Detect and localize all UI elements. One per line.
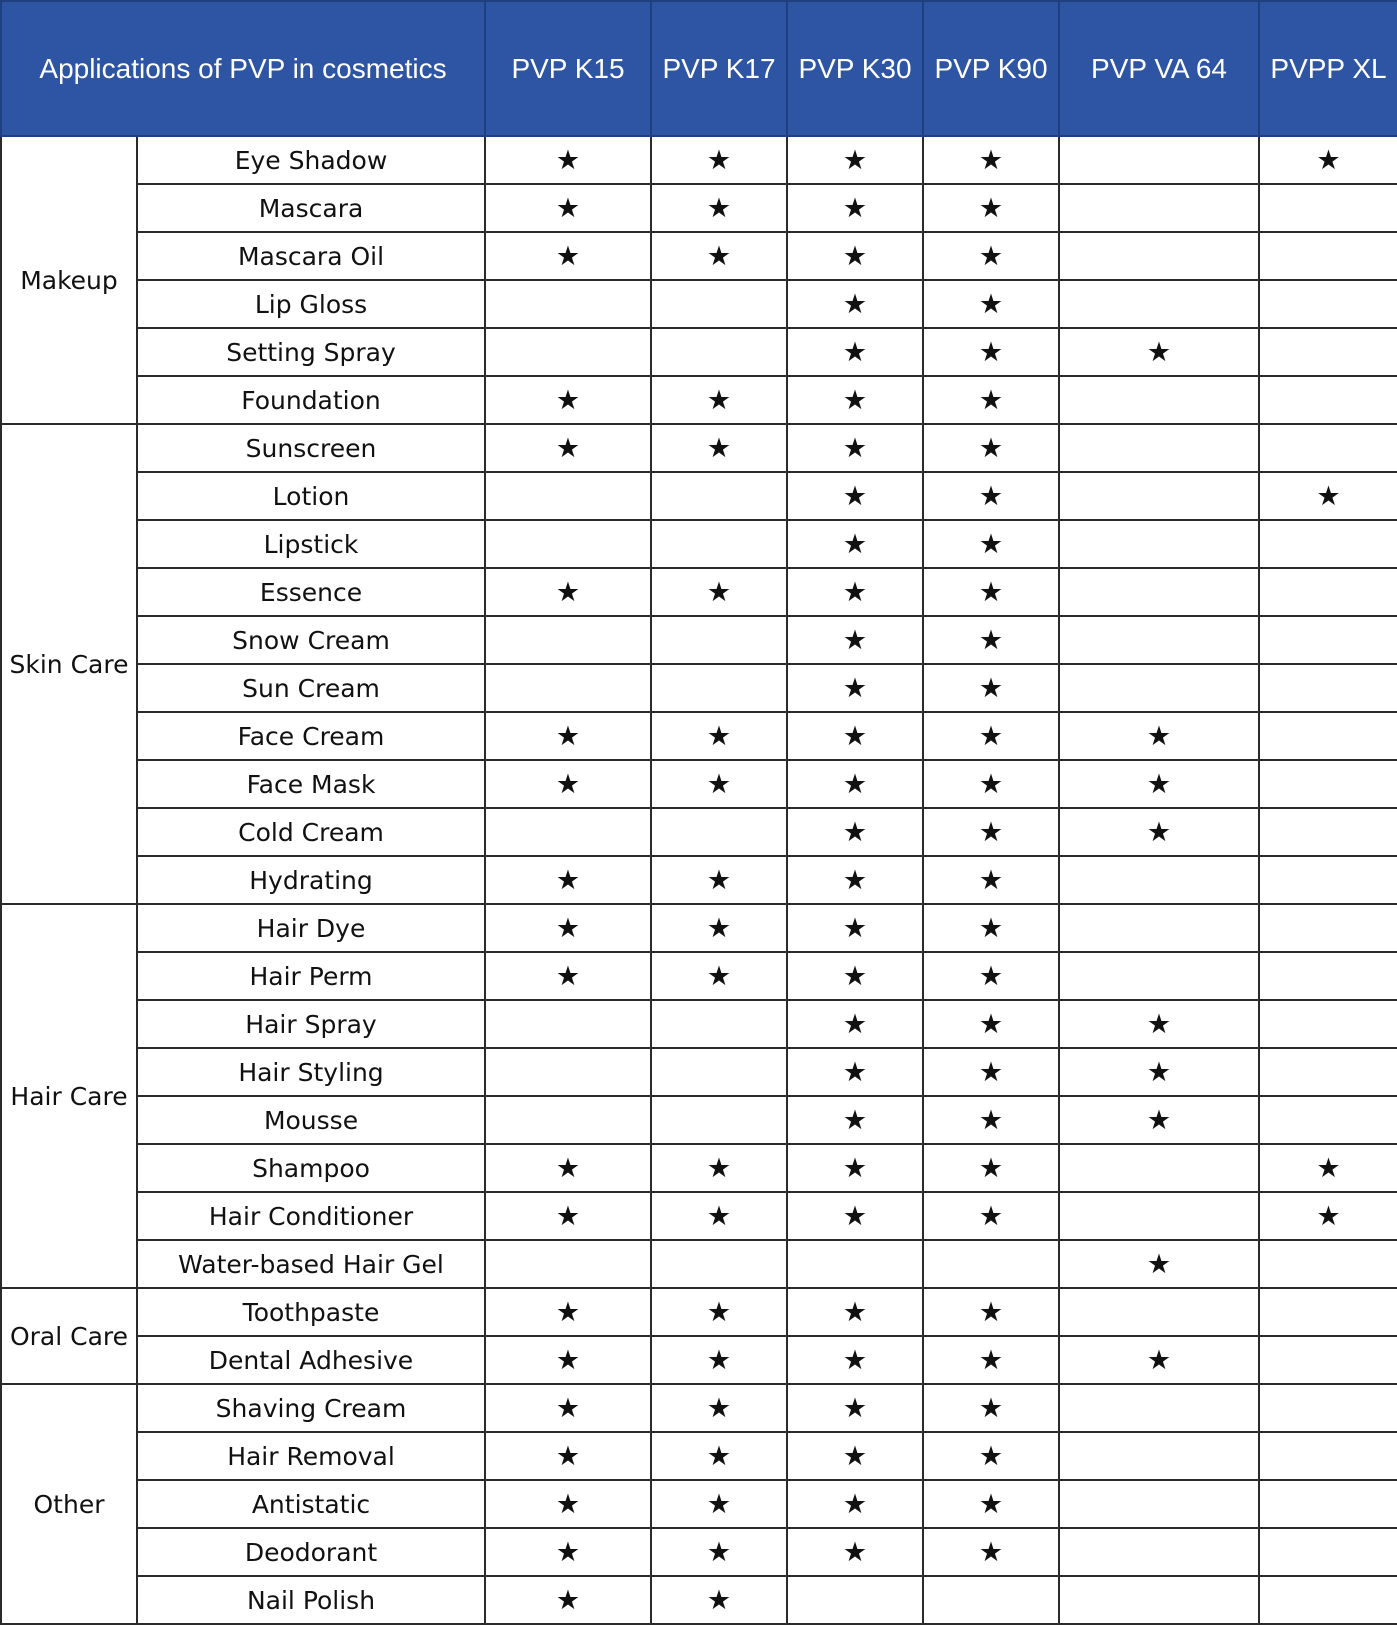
application-cell: Deodorant — [137, 1528, 485, 1576]
star-icon: ★ — [1259, 1192, 1397, 1240]
empty-mark-cell — [485, 472, 651, 520]
star-icon: ★ — [923, 184, 1059, 232]
application-cell: Essence — [137, 568, 485, 616]
star-icon: ★ — [787, 184, 923, 232]
application-cell: Face Mask — [137, 760, 485, 808]
empty-mark-cell — [1059, 1576, 1259, 1624]
star-icon: ★ — [485, 568, 651, 616]
application-cell: Toothpaste — [137, 1288, 485, 1336]
star-icon: ★ — [787, 232, 923, 280]
application-cell: Cold Cream — [137, 808, 485, 856]
column-header-pvpp-xl: PVPP XL — [1259, 1, 1397, 136]
star-icon: ★ — [787, 1480, 923, 1528]
column-header-pvp-k90: PVP K90 — [923, 1, 1059, 136]
star-icon: ★ — [1259, 472, 1397, 520]
star-icon: ★ — [923, 952, 1059, 1000]
empty-mark-cell — [1259, 1096, 1397, 1144]
table-row — [1, 424, 1397, 472]
empty-mark-cell — [1259, 1432, 1397, 1480]
star-icon: ★ — [923, 1384, 1059, 1432]
star-icon: ★ — [923, 808, 1059, 856]
star-icon: ★ — [923, 1336, 1059, 1384]
star-icon: ★ — [1059, 712, 1259, 760]
empty-mark-cell — [1059, 184, 1259, 232]
application-cell: Antistatic — [137, 1480, 485, 1528]
application-cell: Hair Styling — [137, 1048, 485, 1096]
star-icon: ★ — [787, 1336, 923, 1384]
empty-mark-cell — [1059, 1144, 1259, 1192]
star-icon: ★ — [485, 1192, 651, 1240]
star-icon: ★ — [651, 856, 787, 904]
star-icon: ★ — [787, 1096, 923, 1144]
table-row — [1, 376, 1397, 424]
star-icon: ★ — [1059, 808, 1259, 856]
star-icon: ★ — [923, 280, 1059, 328]
star-icon: ★ — [787, 472, 923, 520]
star-icon: ★ — [923, 424, 1059, 472]
table-row — [1, 1192, 1397, 1240]
star-icon: ★ — [651, 424, 787, 472]
star-icon: ★ — [923, 616, 1059, 664]
star-icon: ★ — [651, 376, 787, 424]
empty-mark-cell — [1059, 1432, 1259, 1480]
star-icon: ★ — [1259, 1144, 1397, 1192]
empty-mark-cell — [1059, 376, 1259, 424]
star-icon: ★ — [1059, 1096, 1259, 1144]
empty-mark-cell — [923, 1240, 1059, 1288]
empty-mark-cell — [1059, 520, 1259, 568]
star-icon: ★ — [651, 904, 787, 952]
star-icon: ★ — [485, 1480, 651, 1528]
star-icon: ★ — [923, 712, 1059, 760]
empty-mark-cell — [651, 1240, 787, 1288]
table-row — [1, 856, 1397, 904]
star-icon: ★ — [1059, 1240, 1259, 1288]
empty-mark-cell — [1059, 856, 1259, 904]
star-icon: ★ — [923, 1048, 1059, 1096]
star-icon: ★ — [1059, 1336, 1259, 1384]
empty-mark-cell — [1259, 856, 1397, 904]
table-row — [1, 904, 1397, 952]
empty-mark-cell — [651, 280, 787, 328]
empty-mark-cell — [485, 1048, 651, 1096]
star-icon: ★ — [651, 568, 787, 616]
empty-mark-cell — [1059, 1192, 1259, 1240]
star-icon: ★ — [787, 952, 923, 1000]
empty-mark-cell — [1259, 376, 1397, 424]
empty-mark-cell — [1059, 472, 1259, 520]
table-row — [1, 1528, 1397, 1576]
star-icon: ★ — [651, 1480, 787, 1528]
application-cell: Hair Spray — [137, 1000, 485, 1048]
star-icon: ★ — [923, 1528, 1059, 1576]
application-cell: Snow Cream — [137, 616, 485, 664]
empty-mark-cell — [651, 328, 787, 376]
empty-mark-cell — [1259, 568, 1397, 616]
star-icon: ★ — [787, 328, 923, 376]
empty-mark-cell — [651, 1096, 787, 1144]
empty-mark-cell — [1259, 952, 1397, 1000]
star-icon: ★ — [651, 952, 787, 1000]
empty-mark-cell — [1259, 280, 1397, 328]
category-cell: Skin Care — [1, 424, 137, 904]
star-icon: ★ — [485, 1144, 651, 1192]
empty-mark-cell — [651, 616, 787, 664]
star-icon: ★ — [651, 1288, 787, 1336]
table-row — [1, 1480, 1397, 1528]
empty-mark-cell — [1259, 1576, 1397, 1624]
star-icon: ★ — [787, 1048, 923, 1096]
application-cell: Mascara Oil — [137, 232, 485, 280]
table-row — [1, 184, 1397, 232]
empty-mark-cell — [1259, 328, 1397, 376]
star-icon: ★ — [787, 520, 923, 568]
empty-mark-cell — [1059, 1288, 1259, 1336]
star-icon: ★ — [485, 1432, 651, 1480]
star-icon: ★ — [787, 280, 923, 328]
star-icon: ★ — [787, 424, 923, 472]
star-icon: ★ — [485, 1384, 651, 1432]
star-icon: ★ — [787, 760, 923, 808]
table-row — [1, 520, 1397, 568]
application-cell: Mousse — [137, 1096, 485, 1144]
star-icon: ★ — [787, 1192, 923, 1240]
star-icon: ★ — [651, 1432, 787, 1480]
application-cell: Setting Spray — [137, 328, 485, 376]
star-icon: ★ — [485, 904, 651, 952]
empty-mark-cell — [1259, 760, 1397, 808]
empty-mark-cell — [651, 1048, 787, 1096]
empty-mark-cell — [1259, 1000, 1397, 1048]
application-cell: Hair Perm — [137, 952, 485, 1000]
star-icon: ★ — [651, 1192, 787, 1240]
empty-mark-cell — [1059, 952, 1259, 1000]
empty-mark-cell — [1059, 904, 1259, 952]
table-row — [1, 952, 1397, 1000]
star-icon: ★ — [787, 136, 923, 184]
table-row — [1, 1048, 1397, 1096]
star-icon: ★ — [651, 232, 787, 280]
table-row — [1, 760, 1397, 808]
star-icon: ★ — [485, 712, 651, 760]
column-header-pvp-k17: PVP K17 — [651, 1, 787, 136]
application-cell: Dental Adhesive — [137, 1336, 485, 1384]
application-cell: Sunscreen — [137, 424, 485, 472]
table-row — [1, 808, 1397, 856]
star-icon: ★ — [923, 1144, 1059, 1192]
star-icon: ★ — [485, 184, 651, 232]
column-header-pvp-k30: PVP K30 — [787, 1, 923, 136]
application-cell: Face Cream — [137, 712, 485, 760]
star-icon: ★ — [485, 1288, 651, 1336]
star-icon: ★ — [485, 136, 651, 184]
star-icon: ★ — [787, 1384, 923, 1432]
table-row — [1, 1432, 1397, 1480]
table-row — [1, 1000, 1397, 1048]
empty-mark-cell — [485, 1240, 651, 1288]
star-icon: ★ — [787, 1288, 923, 1336]
star-icon: ★ — [923, 1288, 1059, 1336]
table-row — [1, 568, 1397, 616]
star-icon: ★ — [787, 808, 923, 856]
star-icon: ★ — [787, 1528, 923, 1576]
empty-mark-cell — [1259, 232, 1397, 280]
empty-mark-cell — [787, 1240, 923, 1288]
application-cell: Shampoo — [137, 1144, 485, 1192]
application-cell: Eye Shadow — [137, 136, 485, 184]
application-cell: Hair Removal — [137, 1432, 485, 1480]
table-row — [1, 712, 1397, 760]
star-icon: ★ — [923, 472, 1059, 520]
table-row — [1, 1240, 1397, 1288]
star-icon: ★ — [651, 1528, 787, 1576]
star-icon: ★ — [485, 376, 651, 424]
star-icon: ★ — [923, 520, 1059, 568]
empty-mark-cell — [1259, 616, 1397, 664]
star-icon: ★ — [651, 136, 787, 184]
table-row — [1, 472, 1397, 520]
empty-mark-cell — [651, 520, 787, 568]
star-icon: ★ — [651, 1384, 787, 1432]
star-icon: ★ — [787, 904, 923, 952]
header-row — [1, 1, 1397, 136]
empty-mark-cell — [1259, 1288, 1397, 1336]
empty-mark-cell — [485, 520, 651, 568]
star-icon: ★ — [787, 1000, 923, 1048]
table-row — [1, 1288, 1397, 1336]
table-row — [1, 136, 1397, 184]
table-row — [1, 232, 1397, 280]
empty-mark-cell — [1259, 664, 1397, 712]
table-row — [1, 1384, 1397, 1432]
star-icon: ★ — [485, 760, 651, 808]
star-icon: ★ — [1259, 136, 1397, 184]
table-header — [1, 1, 1397, 136]
empty-mark-cell — [485, 1000, 651, 1048]
star-icon: ★ — [485, 424, 651, 472]
empty-mark-cell — [1259, 1240, 1397, 1288]
star-icon: ★ — [1059, 328, 1259, 376]
star-icon: ★ — [923, 1480, 1059, 1528]
empty-mark-cell — [1059, 1480, 1259, 1528]
star-icon: ★ — [651, 1336, 787, 1384]
star-icon: ★ — [923, 376, 1059, 424]
empty-mark-cell — [651, 808, 787, 856]
star-icon: ★ — [651, 1576, 787, 1624]
star-icon: ★ — [923, 760, 1059, 808]
star-icon: ★ — [923, 1000, 1059, 1048]
empty-mark-cell — [1259, 184, 1397, 232]
application-cell: Mascara — [137, 184, 485, 232]
empty-mark-cell — [1259, 1528, 1397, 1576]
empty-mark-cell — [651, 664, 787, 712]
empty-mark-cell — [1259, 1336, 1397, 1384]
empty-mark-cell — [1059, 616, 1259, 664]
star-icon: ★ — [787, 376, 923, 424]
empty-mark-cell — [1259, 904, 1397, 952]
category-cell: Makeup — [1, 136, 137, 424]
category-cell: Hair Care — [1, 904, 137, 1288]
application-cell: Hair Conditioner — [137, 1192, 485, 1240]
empty-mark-cell — [1059, 1528, 1259, 1576]
star-icon: ★ — [923, 664, 1059, 712]
empty-mark-cell — [651, 1000, 787, 1048]
star-icon: ★ — [651, 712, 787, 760]
table-row — [1, 616, 1397, 664]
star-icon: ★ — [1059, 760, 1259, 808]
star-icon: ★ — [1059, 1048, 1259, 1096]
empty-mark-cell — [485, 664, 651, 712]
empty-mark-cell — [1259, 712, 1397, 760]
star-icon: ★ — [923, 232, 1059, 280]
empty-mark-cell — [485, 280, 651, 328]
empty-mark-cell — [1059, 1384, 1259, 1432]
application-cell: Lip Gloss — [137, 280, 485, 328]
empty-mark-cell — [1059, 568, 1259, 616]
table-row — [1, 1144, 1397, 1192]
table-row — [1, 1096, 1397, 1144]
application-cell: Lotion — [137, 472, 485, 520]
table-row — [1, 1336, 1397, 1384]
empty-mark-cell — [1259, 1048, 1397, 1096]
star-icon: ★ — [485, 1576, 651, 1624]
star-icon: ★ — [923, 856, 1059, 904]
empty-mark-cell — [1259, 808, 1397, 856]
table-row — [1, 1576, 1397, 1624]
star-icon: ★ — [787, 1432, 923, 1480]
empty-mark-cell — [1259, 520, 1397, 568]
star-icon: ★ — [787, 1144, 923, 1192]
star-icon: ★ — [787, 712, 923, 760]
application-cell: Hydrating — [137, 856, 485, 904]
star-icon: ★ — [923, 328, 1059, 376]
star-icon: ★ — [651, 760, 787, 808]
empty-mark-cell — [1259, 1384, 1397, 1432]
table-row — [1, 664, 1397, 712]
star-icon: ★ — [651, 1144, 787, 1192]
empty-mark-cell — [1059, 280, 1259, 328]
application-cell: Water-based Hair Gel — [137, 1240, 485, 1288]
empty-mark-cell — [787, 1576, 923, 1624]
empty-mark-cell — [1059, 664, 1259, 712]
star-icon: ★ — [923, 1432, 1059, 1480]
empty-mark-cell — [1259, 1480, 1397, 1528]
star-icon: ★ — [787, 664, 923, 712]
column-header-pvp-k15: PVP K15 — [485, 1, 651, 136]
star-icon: ★ — [485, 1528, 651, 1576]
table-body — [1, 136, 1397, 1624]
empty-mark-cell — [1259, 424, 1397, 472]
category-cell: Oral Care — [1, 1288, 137, 1384]
star-icon: ★ — [787, 568, 923, 616]
star-icon: ★ — [923, 1096, 1059, 1144]
application-cell: Sun Cream — [137, 664, 485, 712]
application-cell: Hair Dye — [137, 904, 485, 952]
star-icon: ★ — [485, 856, 651, 904]
category-cell: Other — [1, 1384, 137, 1624]
star-icon: ★ — [787, 616, 923, 664]
star-icon: ★ — [923, 136, 1059, 184]
application-cell: Foundation — [137, 376, 485, 424]
star-icon: ★ — [923, 1192, 1059, 1240]
empty-mark-cell — [485, 328, 651, 376]
empty-mark-cell — [485, 1096, 651, 1144]
empty-mark-cell — [485, 808, 651, 856]
empty-mark-cell — [1059, 232, 1259, 280]
column-header-pvp-va64: PVP VA 64 — [1059, 1, 1259, 136]
application-cell: Nail Polish — [137, 1576, 485, 1624]
star-icon: ★ — [923, 568, 1059, 616]
application-cell: Shaving Cream — [137, 1384, 485, 1432]
empty-mark-cell — [1059, 136, 1259, 184]
table-title: Applications of PVP in cosmetics — [1, 1, 485, 136]
table-row — [1, 280, 1397, 328]
star-icon: ★ — [485, 952, 651, 1000]
empty-mark-cell — [923, 1576, 1059, 1624]
empty-mark-cell — [651, 472, 787, 520]
star-icon: ★ — [485, 232, 651, 280]
table-row — [1, 328, 1397, 376]
star-icon: ★ — [787, 856, 923, 904]
star-icon: ★ — [485, 1336, 651, 1384]
empty-mark-cell — [485, 616, 651, 664]
star-icon: ★ — [923, 904, 1059, 952]
star-icon: ★ — [1059, 1000, 1259, 1048]
application-cell: Lipstick — [137, 520, 485, 568]
star-icon: ★ — [651, 184, 787, 232]
empty-mark-cell — [1059, 424, 1259, 472]
